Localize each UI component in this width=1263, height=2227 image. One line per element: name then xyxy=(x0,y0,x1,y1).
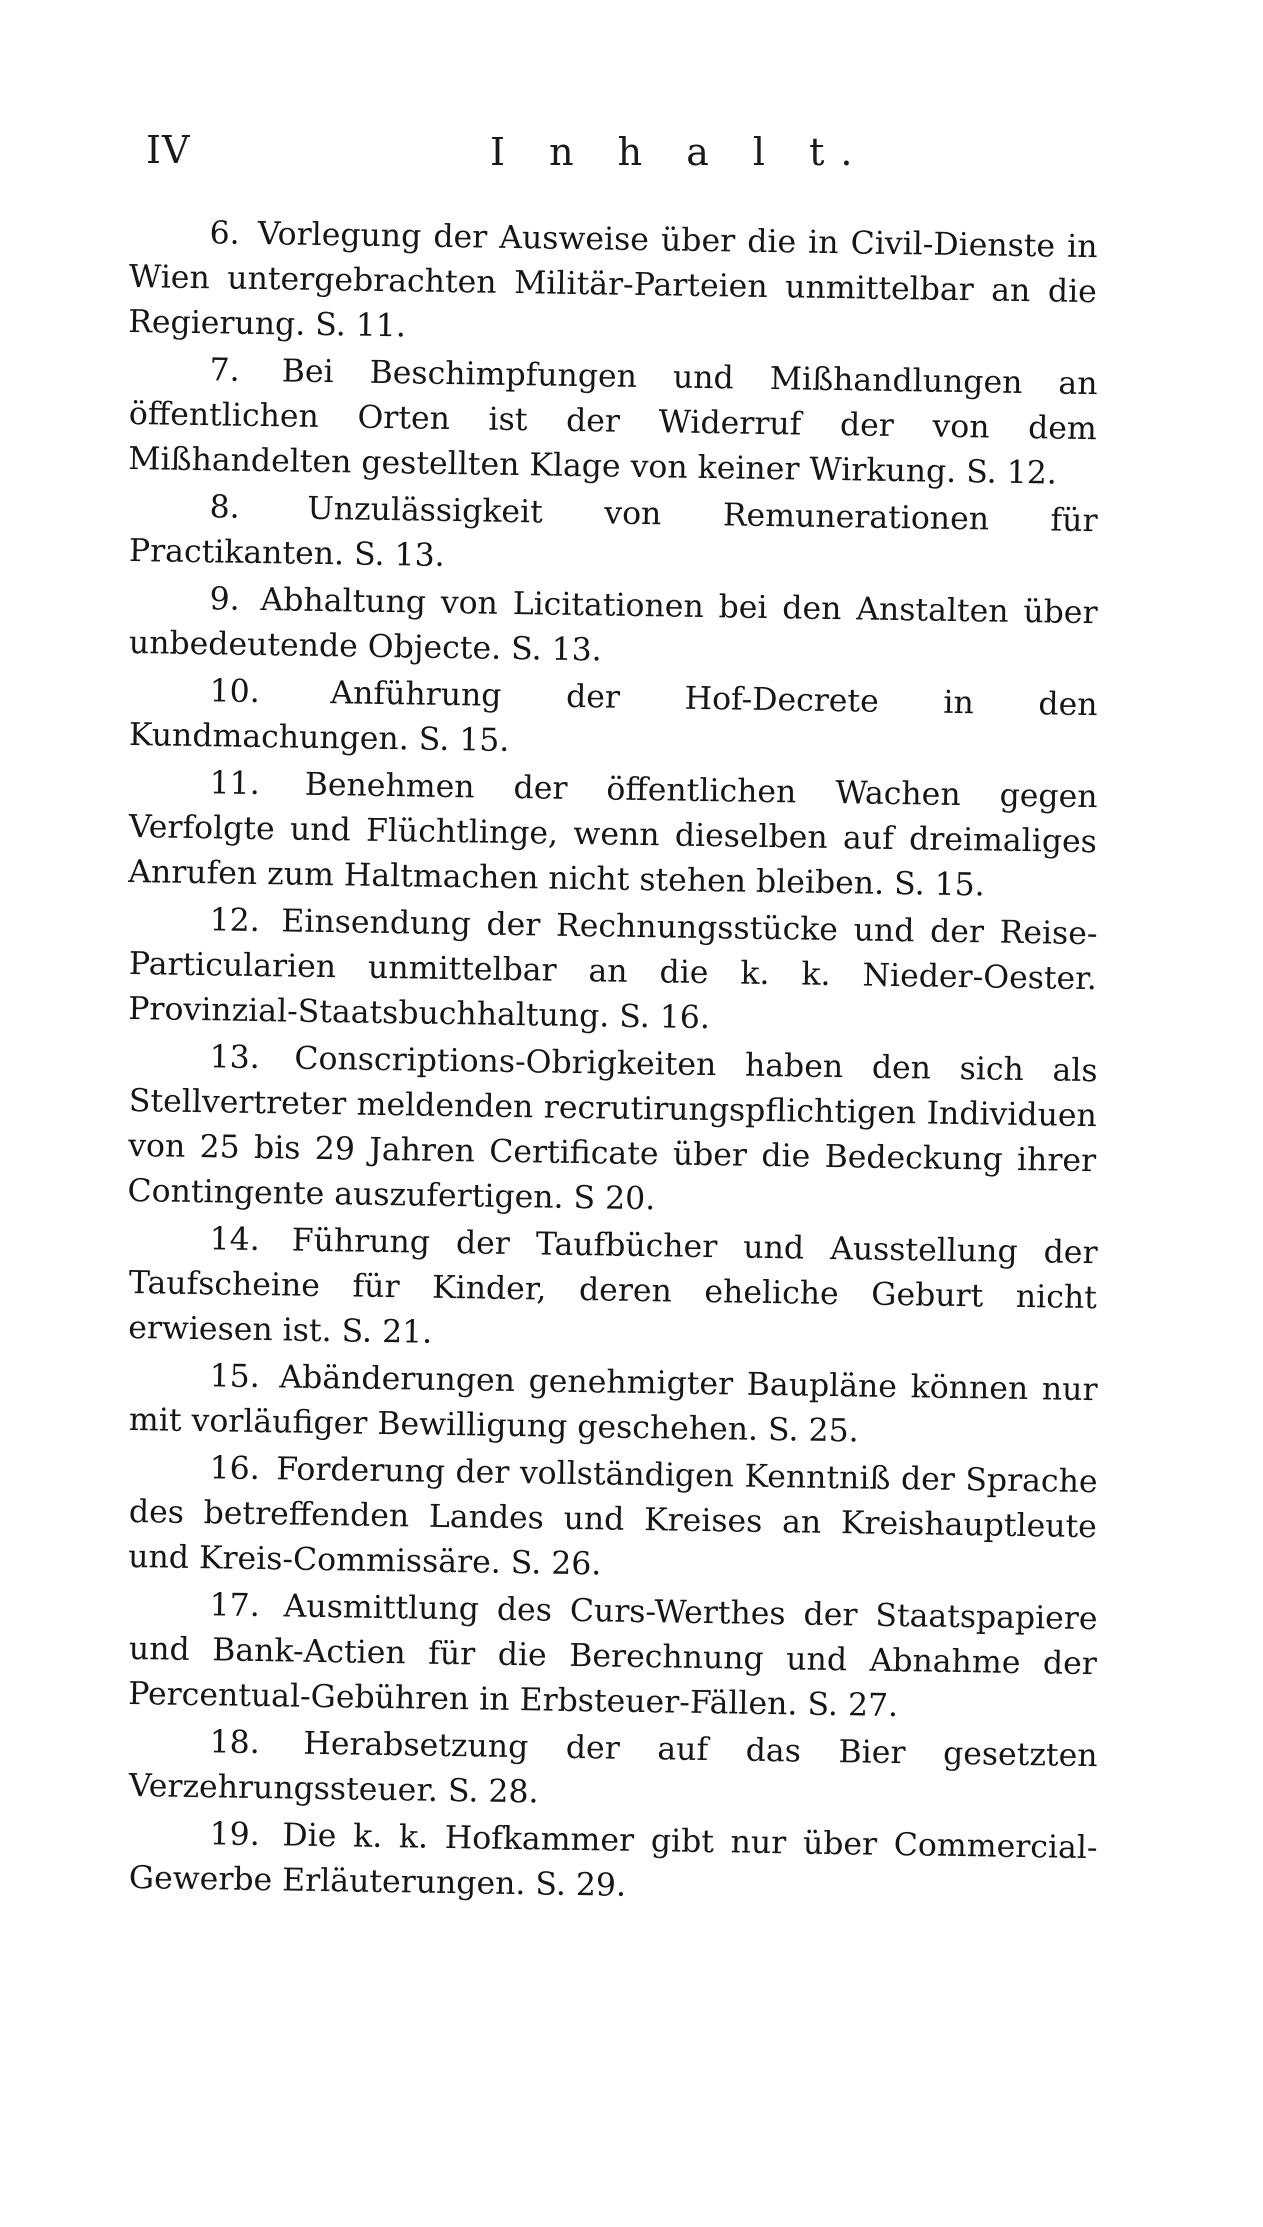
toc-entry xyxy=(129,484,1098,589)
toc-entry xyxy=(127,1034,1098,1229)
entry-number: 15. xyxy=(209,1358,261,1396)
toc-entry xyxy=(129,1353,1098,1458)
entry-number: 14. xyxy=(209,1221,261,1259)
entry-page-ref: S. 16. xyxy=(619,998,711,1037)
entry-number: 12. xyxy=(209,902,261,940)
entry-text: Einsendung der Rechnungsstücke und der Reise-Particularien unmittelbar an die k. k. Nieder-Oester. Provinzial-Staatsbuchhaltung. xyxy=(127,903,1098,1035)
entry-number: 7. xyxy=(209,352,240,389)
entry-page-ref: S. 13. xyxy=(510,630,603,669)
entry-text: Ausmittlung des Curs-Werthes der Staatspapiere und Bank-Actien für die Berechnung und Abnahme der Percentual-Gebühren in Erbsteuer-Fällen. xyxy=(127,1588,1098,1723)
table-of-contents xyxy=(127,210,1098,1904)
entry-number: 8. xyxy=(209,489,240,526)
entry-text: Abänderungen genehmigter Baupläne können nur mit vorläufiger Bewilligung geschehen. xyxy=(128,1359,1098,1448)
entry-number: 11. xyxy=(209,765,261,803)
entry-number: 9. xyxy=(209,581,240,618)
entry-number: 19. xyxy=(209,1816,261,1854)
entry-number: 18. xyxy=(209,1724,261,1762)
entry-text: Anführung der Hof-Decrete in den Kundmachungen. xyxy=(128,675,1098,758)
toc-entry xyxy=(129,1719,1098,1824)
entry-page-ref: S. 12. xyxy=(965,454,1058,492)
toc-entry xyxy=(128,897,1098,1047)
entry-page-ref: S. 15. xyxy=(893,866,985,904)
entry-text: Führung der Taufbücher und Ausstellung der Taufscheine für Kinder, deren eheliche Geburt nicht erwiesen ist. xyxy=(127,1222,1098,1350)
entry-page-ref: S 20. xyxy=(573,1179,656,1218)
entry-text: Forderung der vollständigen Kenntniß der Sprache des betreffenden Landes und Kreises an Kreishauptleute und Kreis-Commissäre. xyxy=(127,1451,1098,1581)
toc-entry xyxy=(128,760,1098,910)
entry-page-ref: S. 28. xyxy=(447,1773,539,1811)
entry-number: 10. xyxy=(209,673,261,711)
entry-page-ref: S. 26. xyxy=(510,1544,602,1583)
toc-entry xyxy=(129,576,1098,681)
entry-text: Benehmen der öffentlichen Wachen gegen Verfolgte und Flüchtlinge, wenn dieselben auf dreimaliges Anrufen zum Haltmachen nicht stehen bleiben. xyxy=(127,766,1098,902)
entry-page-ref: S. 13. xyxy=(353,536,445,574)
toc-entry xyxy=(128,210,1098,360)
toc-entry xyxy=(128,1445,1098,1595)
toc-entry xyxy=(128,347,1098,497)
entry-page-ref: S. 21. xyxy=(341,1313,433,1351)
entry-number: 17. xyxy=(209,1587,261,1625)
page-header xyxy=(140,128,1140,188)
entry-page-ref: S. 15. xyxy=(418,721,510,759)
entry-page-ref: S. 29. xyxy=(535,1866,627,1904)
entry-text: Conscriptions-Obrigkeiten haben den sich als Stellvertreter meldenden recrutirungspflichtigen Individuen von 25 bis 29 Jahren Certificate über die Bedeckung ihrer Contingente auszufertigen. xyxy=(127,1040,1098,1216)
running-title: I n h a l t. xyxy=(490,130,869,174)
toc-entry xyxy=(128,1216,1098,1366)
entry-number: 13. xyxy=(209,1039,261,1077)
entry-text: Die k. k. Hofkammer gibt nur über Commercial-Gewerbe Erläuterungen. xyxy=(128,1817,1098,1903)
entry-text: Abhaltung von Licitationen bei den Anstalten über unbedeutende Objecte. xyxy=(128,582,1098,667)
entry-number: 16. xyxy=(209,1450,261,1488)
entry-text: Vorlegung der Ausweise über die in Civil-Dienste in Wien untergebrachten Militär-Parteien unmittelbar an die Regierung. xyxy=(127,216,1098,343)
entry-text: Herabsetzung der auf das Bier gesetzten Verzehrungssteuer. xyxy=(128,1725,1098,1809)
toc-entry xyxy=(129,668,1098,773)
toc-entry xyxy=(129,1811,1098,1916)
entry-text: Bei Beschimpfungen und Mißhandlungen an öffentlichen Orten ist der Widerruf der von dem Mißhandelten gestellten Klage von keiner Wirkung. xyxy=(127,353,1098,490)
entry-text: Unzulässigkeit von Remunerationen für Practikanten. xyxy=(128,490,1098,573)
entry-number: 6. xyxy=(209,215,240,252)
page-number: IV xyxy=(146,128,191,172)
toc-entry xyxy=(128,1582,1098,1732)
entry-page-ref: S. 11. xyxy=(315,306,407,345)
entry-page-ref: S. 27. xyxy=(807,1686,899,1725)
entry-page-ref: S. 25. xyxy=(767,1412,859,1450)
